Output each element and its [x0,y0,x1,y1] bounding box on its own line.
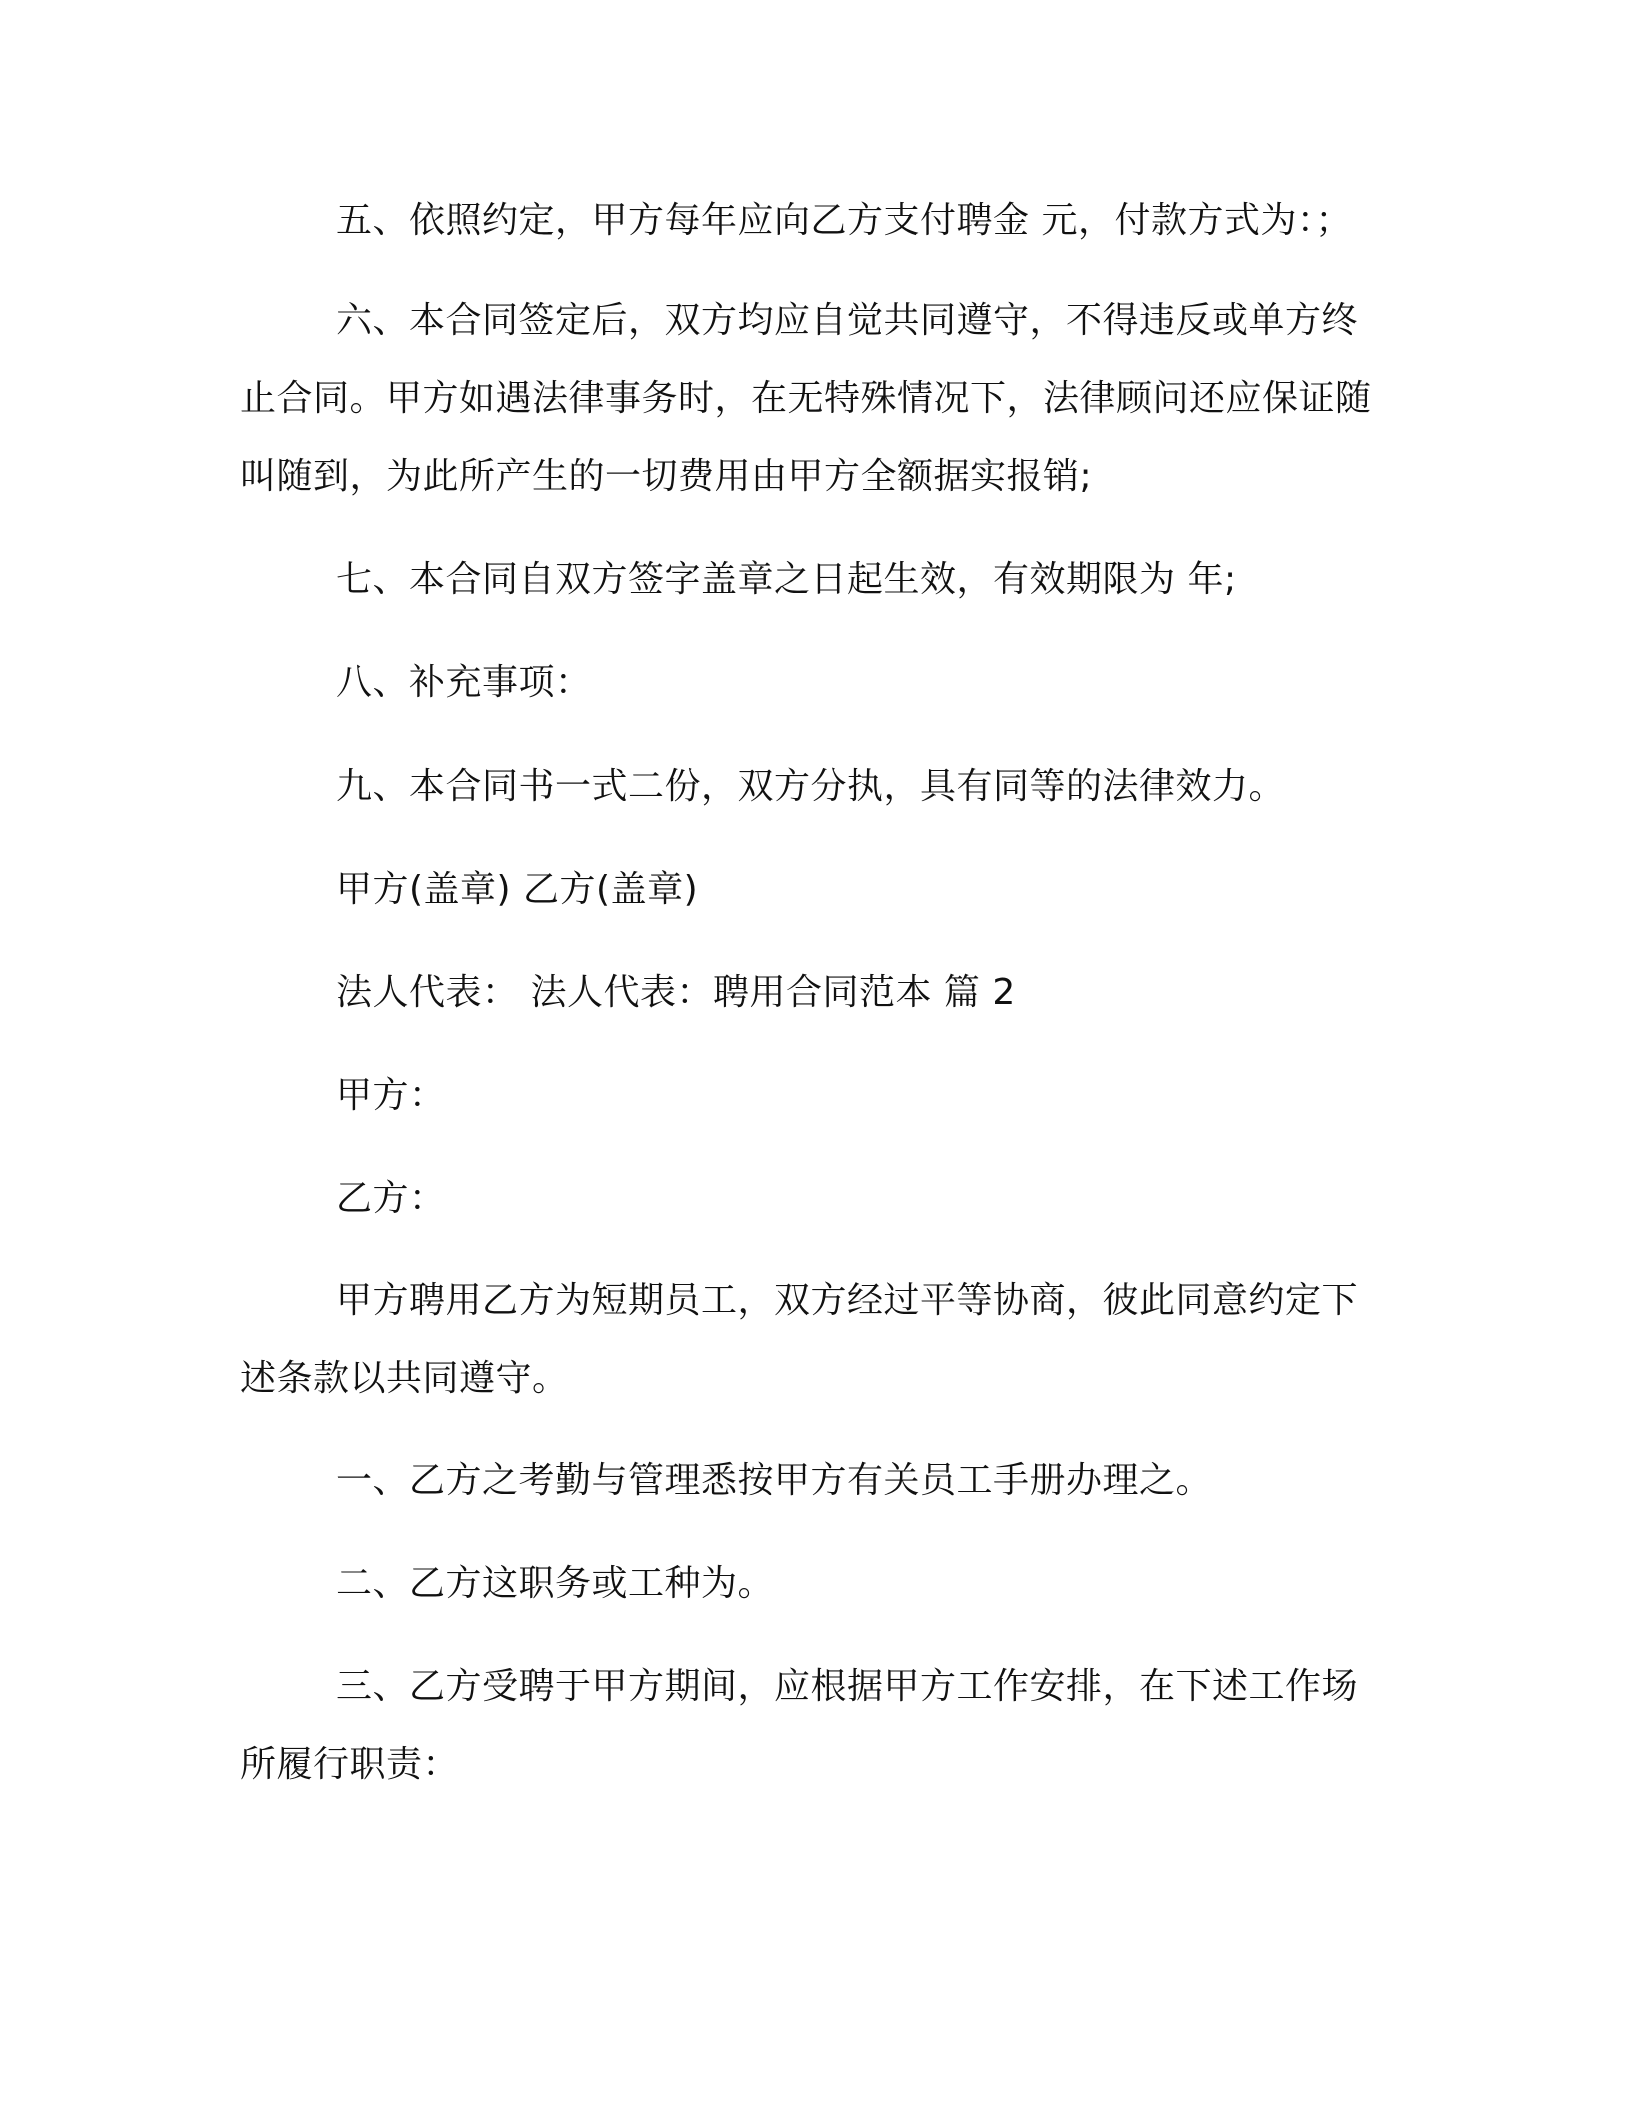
clause-5-payment: 五、依照约定，甲方每年应向乙方支付聘金 元，付款方式为：； [336,200,1352,241]
legal-representatives-heading: 法人代表： 法人代表：聘用合同范本 篇 2 [336,972,1016,1013]
clause-1-attendance: 一、乙方之考勤与管理悉按甲方有关员工手册办理之。 [336,1460,1213,1501]
party-a-label: 甲方： [336,1075,446,1116]
signature-parties: 甲方(盖章) 乙方(盖章) [336,869,699,910]
clause-7-validity: 七、本合同自双方签字盖章之日起生效，有效期限为 年; [336,559,1237,600]
preamble-paragraph: 甲方聘用乙方为短期员工，双方经过平等协商，彼此同意约定下述条款以共同遵守。 [240,1280,1359,1399]
clause-3-workplace: 三、乙方受聘于甲方期间，应根据甲方工作安排，在下述工作场所履行职责： [240,1666,1359,1785]
clause-8-supplement: 八、补充事项： [336,662,592,703]
clause-9-copies: 九、本合同书一式二份，双方分执，具有同等的法律效力。 [336,766,1286,807]
clause-2-position: 二、乙方这职务或工种为。 [336,1563,775,1604]
party-b-label: 乙方： [336,1178,446,1219]
clause-6-compliance: 六、本合同签定后，双方均应自觉共同遵守，不得违反或单方终止合同。甲方如遇法律事务时，在无特殊情况下，法律顾问还应保证随叫随到，为此所产生的一切费用由甲方全额据实报销; [240,300,1372,497]
